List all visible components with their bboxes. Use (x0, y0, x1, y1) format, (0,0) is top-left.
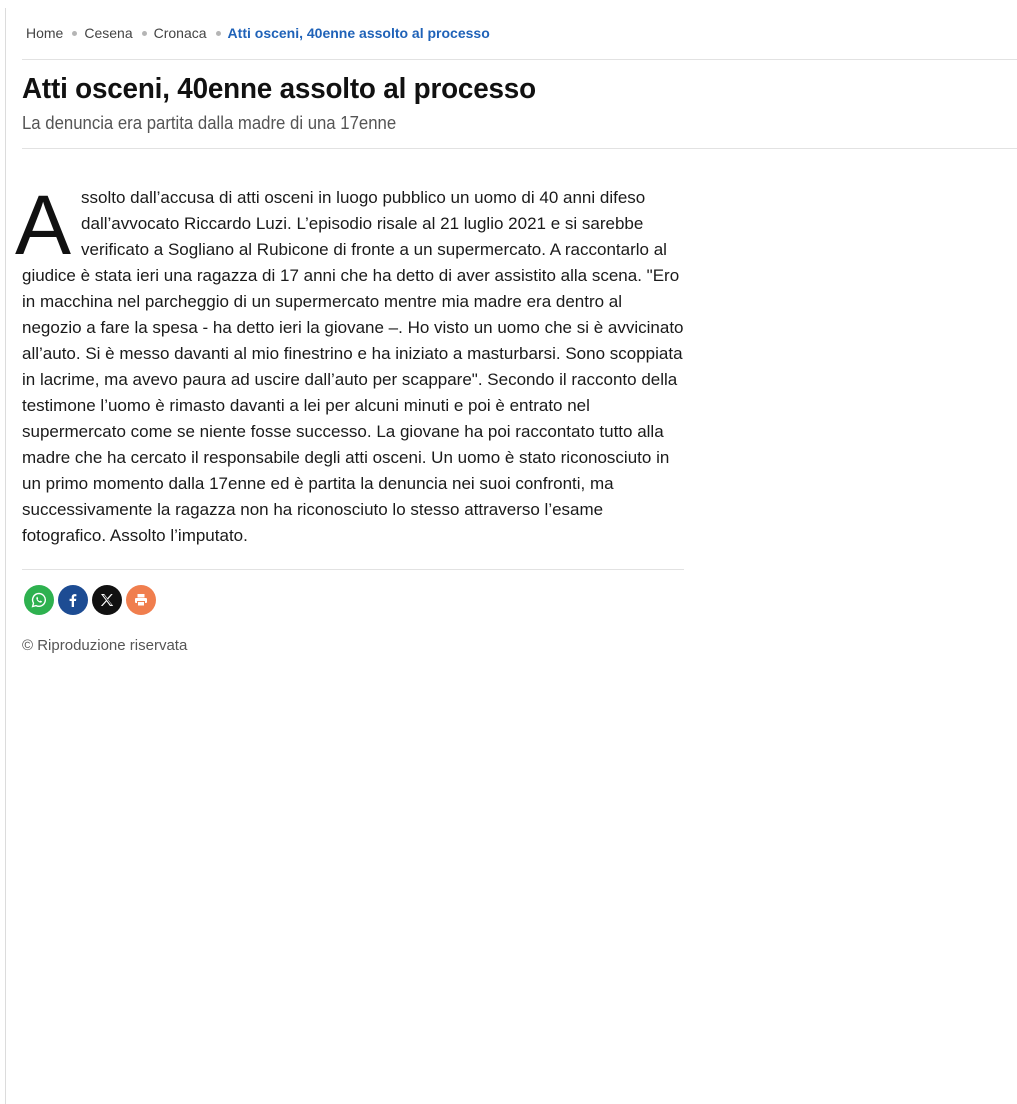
x-icon (100, 593, 114, 607)
whatsapp-icon (31, 592, 47, 608)
article-subtitle: La denuncia era partita dalla madre di una 17enne (22, 113, 397, 133)
copyright-notice: © Riproduzione riservata (22, 637, 188, 654)
share-bar (22, 585, 1017, 615)
share-print-button[interactable] (126, 585, 156, 615)
article-header (22, 60, 1017, 149)
share-facebook-button[interactable] (58, 585, 88, 615)
article-title: Atti osceni, 40enne assolto al processo (22, 73, 536, 105)
breadcrumb-separator (142, 31, 147, 36)
left-border-line (5, 8, 6, 1104)
breadcrumb-current-article[interactable]: Atti osceni, 40enne assolto al processo (227, 25, 490, 41)
breadcrumb-home[interactable]: Home (26, 25, 64, 41)
article-text (15, 178, 684, 549)
share-divider (22, 569, 684, 570)
breadcrumb-cronaca[interactable]: Cronaca (153, 25, 207, 41)
share-whatsapp-button[interactable] (24, 585, 54, 615)
article-page (15, 0, 1017, 654)
drop-cap: A (15, 178, 72, 272)
breadcrumb-separator (216, 31, 221, 36)
breadcrumb (22, 0, 1017, 60)
article-body (15, 178, 684, 549)
breadcrumb-cesena[interactable]: Cesena (84, 25, 133, 41)
print-icon (134, 593, 148, 607)
breadcrumb-separator (72, 31, 77, 36)
facebook-icon (65, 592, 81, 608)
article-paragraph: ssolto dall’accusa di atti osceni in luogo pubblico un uomo di 40 anni difeso dall’avvocato Riccardo Luzi. L’episodio risale al 21 luglio 2021 e si sarebbe verificato a Sogliano al Rubicone di fronte a un supermercato. A raccontarlo al giudice è stata ieri una ragazza di 17 anni che ha detto di aver assistito alla scena. "Ero in macchina nel parcheggio di un supermercato mentre mia madre era dentro al negozio a fare la spesa - ha detto ieri la giovane –. Ho visto un uomo che si è avvicinato all’auto. Si è messo davanti al mio finestrino e ha iniziato a masturbarsi. Sono scoppiata in lacrime, ma avevo paura ad uscire dall’auto per scappare". Secondo il racconto della testimone l’uomo è rimasto davanti a lei per alcuni minuti e poi è entrato nel supermercato come se niente fosse successo. La giovane ha poi raccontato tutto alla madre che ha cercato il responsabile degli atti osceni. Un uomo è stato riconosciuto in un primo momento dalla 17enne ed è partita la denuncia nei suoi confronti, ma successivamente la ragazza non ha riconosciuto lo stesso attraverso l’esame fotografico. Assolto l’imputato. (22, 188, 684, 545)
share-x-button[interactable] (92, 585, 122, 615)
